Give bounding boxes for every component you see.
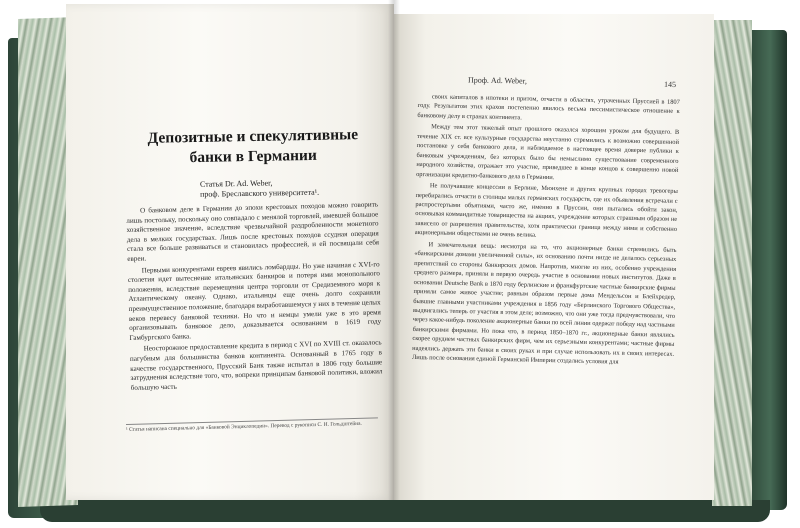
paragraph: Неосторожное предоставление кредита в период с XVI по XVIII ст. оказалось пагубным для большинства банков континента. Основанный в 1765 году в качестве государственного, Прусский Банк также испытал в 1806 году большие затруднения вследствие того, что, вопреки принципам банковой политики, вложил большую часть: [129, 338, 383, 392]
book-cover-bottom: [40, 500, 770, 522]
paragraph: Не получавшие концессии в Берлине, Мюнхене и других крупных городах тревогеры перебирались отчасти в столицы малых германских государств, где их объявления встречали с распростертыми объятиями, часто же, именно в Пруссии, они пытались обойти закон, основывая коммандитные товарищества на акциях, учреждение которых страшным образом не зависело от разрешения правительства, хотя практически граница между ними и собственно акционерными обществами не очень велика.: [414, 182, 678, 240]
paragraph: И замечательная вещь: несмотря на то, что акционерные банки стремились быть «банкирскими домами увеличенной силы», их основанию почти нигде не делалось серьезных препятствий со стороны банкирских домов. Напротив, многие из них, особенно учреждения среднего размера, приняли в первую очередь участие в основании новых институтов. Даже в основании Deutsche Bank в 1870 году берлинские и франкфуртские частные банкирские фирмы приняли самое живое участие; равным образом первые дома Мендельсон и Блейхредер, бывшие главными участниками учреждения в 1856 году «Берлинского Торгового Общества», выдвигались теперь от участия в этом деле; возможно, что они уже тогда предчувствовали, что через какое-нибудь поколение акционерные банки по всей линии одержат победу над частными банкирскими фирмами. Но пока что, в период 1850–1870 гг., акционерные банки являлись скорее орудием частных банкирских фирм, чем их серьезными конкурентами; частные фирмы надеялись держать эти банки в своих руках и при случае использовать их в своих интересах. Лишь после основания единой Германской Империи создались условия для: [411, 241, 677, 366]
paragraph: Между тем этот тяжелый опыт прошлого оказался хорошим уроком для будущего. В течение XIX ст. все культурные государства неустанно стремились к возможно совершенной постановке у себя банкового дела, и наблюдаемое в настоящее время доверие публики к банковым учреждениям, без которых было бы немыслимо существование современного народного хозяйства, отражает это участие, приведшее в конце концов к совершенно новой организации кредитно-банкового дела в Германии.: [416, 123, 680, 181]
paragraph: Первыми конкурентами евреев явились ломбардцы. Но уже начиная с XVI-го столетия идет вытеснение итальянских банкиров и потеря ими монопольного положения, вследствие перемещения центра торговли от Средиземного моря к Атлантическому океану. Однако, итальянцы еще очень долго сохраняли преимущественное положение, благодаря выработавшемуся у них в течение целых веков перевесу банковой техники. Но что и немцы умели уже в это время организовывать банковое дело, доказывается основанием в 1619 году Гамбургского банка.: [127, 259, 382, 342]
book-gutter: [388, 0, 400, 500]
running-head: Проф. Ad. Weber,: [467, 75, 528, 86]
footnote: ¹ Статья написана специально для «Банковой Энциклопедии». Перевод с рукописи С. Н. Гольдштейна.: [126, 417, 378, 434]
byline-author: Статья Dr. Ad. Weber,: [199, 178, 273, 189]
paragraph: О банковом деле в Германии до эпохи крестовых походов можно говорить лишь постольку, поскольку оно совпадало с менялой торговлей, имевшей большое хозяйственное значение, вследствие чрезвычайной раздробленности монетного дела в мелких государствах. Лишь после крестовых походов ссудная операция стала все больше развиваться и становилась профессией, и ей посвящали себя евреи.: [126, 200, 380, 263]
right-page-body: [412, 92, 680, 371]
left-page-body: [126, 200, 383, 395]
page-edge-right: [712, 20, 752, 506]
paragraph: своих капиталов в ипотеки и притом, отчасти в областях, утраченных Пруссией в 1807 году. Результатом этих крахов постепенно явилось весьма пессимистическое отношение к банковому делу в странах континента.: [417, 93, 680, 122]
byline-affiliation: проф. Бреславского университета¹.: [200, 187, 320, 199]
article-byline: [200, 176, 400, 199]
page-number: 145: [663, 79, 677, 90]
article-title: Депозитные и спекулятивные банки в Германии: [147, 126, 359, 167]
